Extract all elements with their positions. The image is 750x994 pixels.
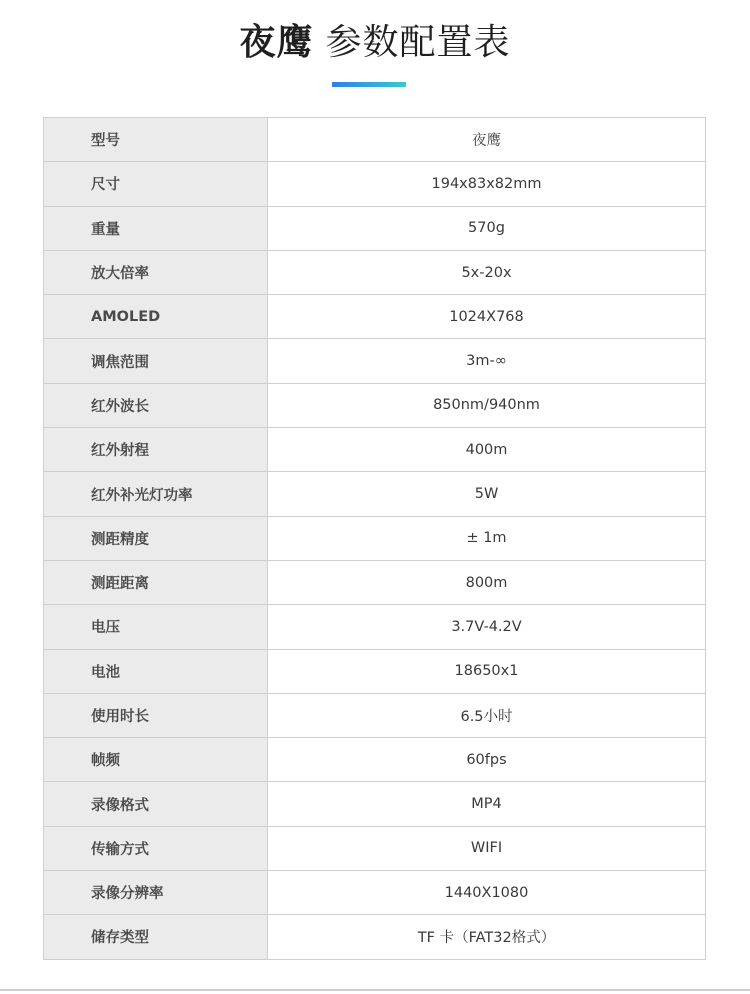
spec-value: 1024X768 xyxy=(268,295,706,339)
page-title xyxy=(0,18,750,68)
table-row xyxy=(44,383,706,427)
spec-label: 录像分辨率 xyxy=(44,871,268,915)
table-row xyxy=(44,516,706,560)
spec-label: 电压 xyxy=(44,605,268,649)
table-row xyxy=(44,339,706,383)
table-row xyxy=(44,295,706,339)
bottom-divider xyxy=(0,989,750,991)
spec-label: 测距精度 xyxy=(44,516,268,560)
table-row xyxy=(44,649,706,693)
spec-value: ± 1m xyxy=(268,516,706,560)
spec-value: 570g xyxy=(268,206,706,250)
table-row xyxy=(44,915,706,959)
spec-value: 3.7V-4.2V xyxy=(268,605,706,649)
title-accent-bar xyxy=(332,82,406,87)
spec-value: 850nm/940nm xyxy=(268,383,706,427)
spec-value: 5x-20x xyxy=(268,250,706,294)
page-header xyxy=(0,18,750,68)
spec-value: 800m xyxy=(268,560,706,604)
product-name: 夜鹰 xyxy=(239,22,314,63)
table-row xyxy=(44,250,706,294)
spec-label: 红外射程 xyxy=(44,428,268,472)
spec-label: 录像格式 xyxy=(44,782,268,826)
spec-value: 5W xyxy=(268,472,706,516)
spec-label: 红外波长 xyxy=(44,383,268,427)
spec-label: 传输方式 xyxy=(44,826,268,870)
table-row xyxy=(44,871,706,915)
spec-value: 194x83x82mm xyxy=(268,162,706,206)
spec-value: MP4 xyxy=(268,782,706,826)
spec-value: 400m xyxy=(268,428,706,472)
table-row xyxy=(44,472,706,516)
spec-value: 1440X1080 xyxy=(268,871,706,915)
spec-label: 储存类型 xyxy=(44,915,268,959)
spec-label: 测距距离 xyxy=(44,560,268,604)
spec-value: 60fps xyxy=(268,738,706,782)
table-row xyxy=(44,206,706,250)
spec-label: 使用时长 xyxy=(44,693,268,737)
spec-value: TF 卡（FAT32格式） xyxy=(268,915,706,959)
spec-label: 电池 xyxy=(44,649,268,693)
spec-label: 型号 xyxy=(44,118,268,162)
spec-label: 尺寸 xyxy=(44,162,268,206)
spec-table xyxy=(43,117,706,960)
spec-label: 调焦范围 xyxy=(44,339,268,383)
table-row xyxy=(44,782,706,826)
table-row xyxy=(44,118,706,162)
table-row xyxy=(44,605,706,649)
spec-label: 帧频 xyxy=(44,738,268,782)
spec-value: 6.5小时 xyxy=(268,693,706,737)
spec-label: AMOLED xyxy=(44,295,268,339)
table-row xyxy=(44,826,706,870)
spec-label: 放大倍率 xyxy=(44,250,268,294)
spec-value: 夜鹰 xyxy=(268,118,706,162)
spec-value: WIFI xyxy=(268,826,706,870)
table-row xyxy=(44,738,706,782)
table-row xyxy=(44,162,706,206)
spec-value: 3m-∞ xyxy=(268,339,706,383)
table-row xyxy=(44,428,706,472)
table-row xyxy=(44,560,706,604)
spec-label: 红外补光灯功率 xyxy=(44,472,268,516)
table-row xyxy=(44,693,706,737)
title-suffix: 参数配置表 xyxy=(325,22,511,63)
spec-table-body xyxy=(44,118,706,960)
spec-label: 重量 xyxy=(44,206,268,250)
spec-value: 18650x1 xyxy=(268,649,706,693)
